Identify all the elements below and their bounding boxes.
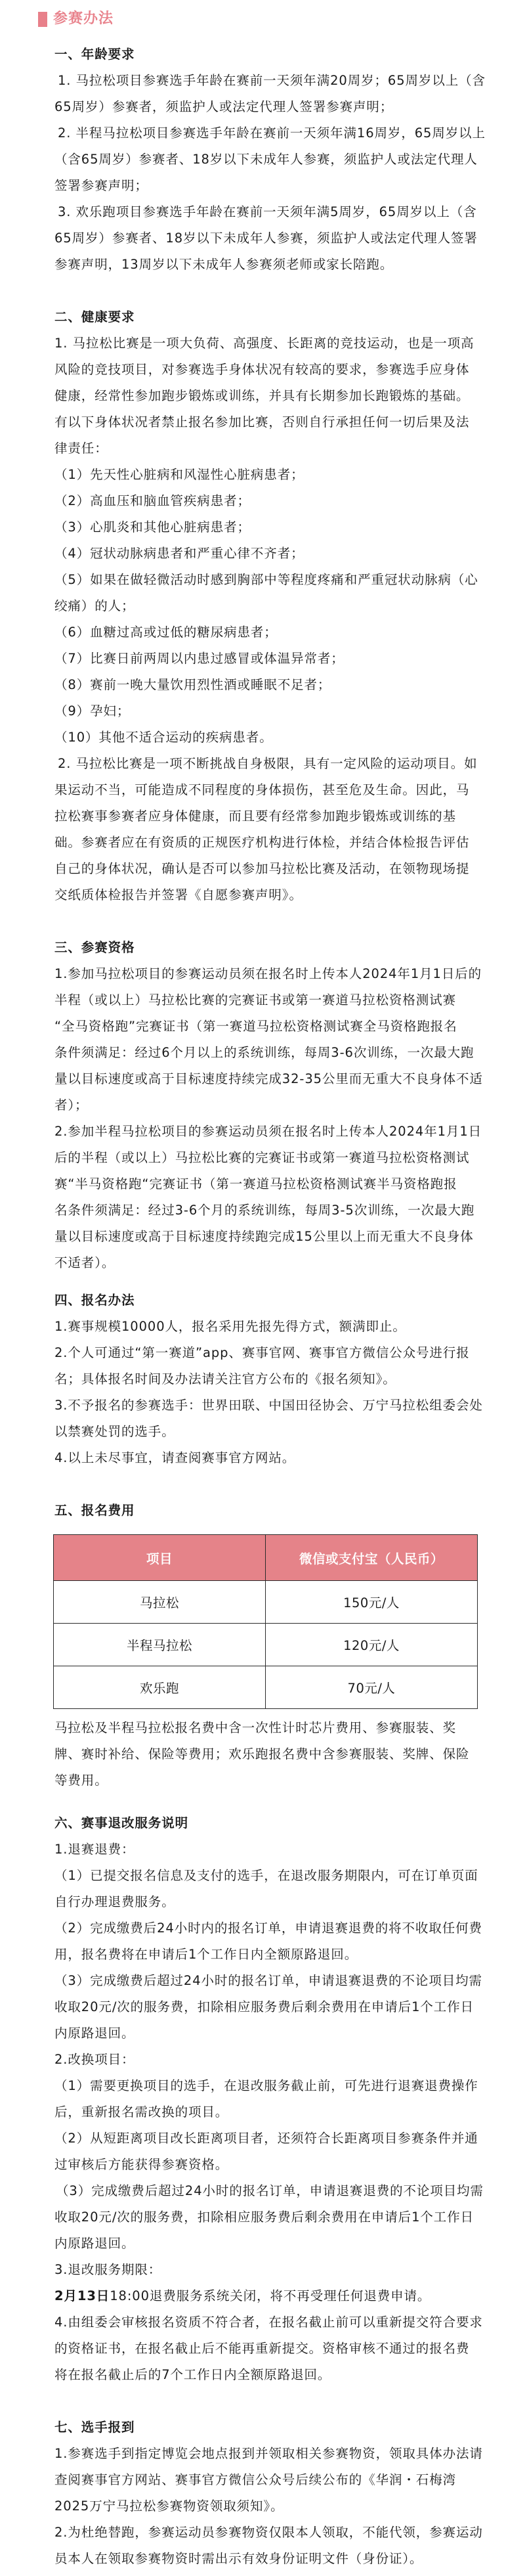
- section-registration-fees: [54, 1498, 480, 1524]
- paragraph-line: 2. 半程马拉松项目参赛选手年龄在赛前一天须年满16周岁，65周岁以上: [58, 125, 486, 141]
- table-row: [54, 1581, 478, 1624]
- spacer: [54, 278, 480, 304]
- paragraph-line: 2025万宁马拉松参赛物资领取须知》。: [54, 2498, 284, 2514]
- list-item: （5）如果在做轻微活动时感到胸部中等程度疼痛和严重冠状动脉病（心: [54, 572, 478, 587]
- page-title: 参赛办法: [53, 11, 114, 27]
- list-item: （1）需要更换项目的选手，在退改服务截止前，可先进行退赛退费操作: [54, 2078, 478, 2093]
- paragraph-line: 自己的身体状况，确认是否可以参加马拉松比赛及活动，在领物现场提: [54, 861, 470, 876]
- paragraph-line: 赛“半马资格跑“完赛证书（第一赛道马拉松资格测试赛半马资格跑报: [54, 1176, 457, 1191]
- paragraph-line: 马拉松及半程马拉松报名费中含一次性计时芯片费用、参赛服装、奖: [54, 1720, 457, 1735]
- paragraph-line: 3. 欢乐跑项目参赛选手年龄在赛前一天须年满5周岁，65周岁以上（含: [58, 204, 477, 219]
- paragraph-line: 1.参加马拉松项目的参赛运动员须在报名时上传本人2024年1月1日后的: [54, 966, 482, 981]
- spacer: [0, 1709, 525, 1715]
- column-header-price: 微信或支付宝（人民币）: [266, 1535, 478, 1581]
- paragraph-line: 参赛声明，13周岁以下未成年人参赛须老师或家长陪跑。: [54, 257, 394, 272]
- paragraph-line: 2. 马拉松比赛是一项不断挑战自身极限，具有一定风险的运动项目。如: [58, 756, 478, 771]
- paragraph-line: 1.赛事规模10000人，报名采用先报先得方式，额满即止。: [54, 1319, 406, 1334]
- cell-event: 欢乐跑: [54, 1666, 266, 1709]
- list-item: （8）赛前一晚大量饮用烈性酒或睡眠不足者；: [54, 677, 331, 692]
- deadline-line: [54, 2283, 480, 2309]
- paragraph-line: 1.参赛选手到指定博览会地点报到并领取相关参赛物资，领取具体办法请: [54, 2446, 483, 2461]
- paragraph-line: 者）；: [54, 1098, 89, 1113]
- paragraph-line: 4.由组委会审核报名资质不符合者，在报名截止前可以重新提交符合要求: [54, 2315, 483, 2330]
- section-eligibility: [54, 935, 483, 1276]
- paragraph-line: 交纸质体检报告并签署《自愿参赛声明》。: [54, 887, 303, 902]
- list-item: （3）完成缴费后超过24小时的报名订单，申请退赛退费的不论项目均需: [56, 2183, 484, 2198]
- list-item: （7）比赛日前两周以内患过感冒或体温异常者；: [54, 651, 345, 666]
- paragraph-line: 查阅赛事官方网站、赛事官方微信公众号后续公布的《华润・石梅湾: [54, 2472, 457, 2487]
- paragraph-line: 名条件须满足：经过3-6个月的系统训练，每周3-5次训练，一次最大跑: [54, 1203, 475, 1218]
- spacer: [54, 2388, 480, 2414]
- page-header: [0, 0, 525, 41]
- paragraph-line: 后的半程（或以上）马拉松比赛的完赛证书或第一赛道马拉松资格测试: [54, 1150, 470, 1165]
- paragraph-line: 础。参赛者应在有资质的正规医疗机构进行体检，并结合体检报告评估: [54, 835, 470, 850]
- list-item-continuation: 绞痛）的人；: [54, 598, 135, 613]
- fee-table: [53, 1534, 478, 1709]
- content-column: [54, 41, 486, 1524]
- section-age-requirements: [54, 41, 486, 278]
- paragraph-line: 条件须满足：经过6个月以上的系统训练，每周3-6次训练，一次最大跑: [54, 1045, 474, 1060]
- spacer: [54, 1471, 480, 1498]
- section-heading: 二、健康要求: [54, 309, 135, 324]
- paragraph-line: 过审核后方能获得参赛资格。: [54, 2157, 229, 2172]
- cell-price: 150元/人: [266, 1581, 478, 1624]
- list-item: （6）血糖过高或过低的糖尿病患者；: [54, 625, 278, 640]
- section-heading: 六、赛事退改服务说明: [54, 1815, 189, 1831]
- paragraph-line: 以禁赛处罚的选手。: [54, 1424, 175, 1439]
- list-item: （1）已提交报名信息及支付的选手，在退改服务期限内，可在订单页面: [54, 1868, 478, 1883]
- paragraph-line: 2.改换项目：: [54, 2052, 135, 2067]
- paragraph-line: 牌、赛时补给、保险等费用；欢乐跑报名费中含参赛服装、奖牌、保险: [54, 1746, 470, 1762]
- paragraph-line: 后，重新报名需改换的项目。: [54, 2104, 229, 2120]
- section-heading: 七、选手报到: [54, 2420, 135, 2435]
- spacer: [54, 1794, 480, 1810]
- content-column: [54, 1715, 484, 2572]
- spacer: [54, 1276, 480, 1287]
- paragraph-line: 有以下身体状况者禁止报名参加比赛，否则自行承担任何一切后果及法: [54, 414, 470, 430]
- paragraph-line: 收取20元/次的服务费，扣除相应服务费后剩余费用在申请后1个工作日: [54, 1999, 474, 2014]
- section-heading: 五、报名费用: [54, 1503, 135, 1518]
- paragraph-line: 1. 马拉松比赛是一项大负荷、高强度、长距离的竞技运动，也是一项高: [54, 336, 474, 351]
- cell-event: 半程马拉松: [54, 1624, 266, 1666]
- paragraph-line: 半程（或以上）马拉松比赛的完赛证书或第一赛道马拉松资格测试赛: [54, 992, 457, 1008]
- paragraph-line: 员本人在领取参赛物资时需出示有效身份证明文件（身份证）。: [54, 2551, 423, 2566]
- section-heading: 一、年龄要求: [54, 47, 135, 62]
- paragraph-line: 拉松赛事参赛者应身体健康，而且要有经常参加跑步锻炼或训练的基: [54, 809, 457, 824]
- paragraph-line: 2.参加半程马拉松项目的参赛运动员须在报名时上传本人2024年1月1日: [54, 1124, 482, 1139]
- paragraph-line: “全马资格跑”完赛证书（第一赛道马拉松资格测试赛全马资格跑报名: [54, 1019, 457, 1034]
- paragraph-line: 自行办理退费服务。: [54, 1894, 175, 1909]
- paragraph-line: 2.个人可通过“第一赛道”app、赛事官网、赛事官方微信公众号进行报: [54, 1345, 470, 1360]
- deadline-date: 2月13日: [54, 2288, 110, 2303]
- paragraph-line: 内原路退回。: [54, 2026, 135, 2041]
- paragraph-line: 3.不予报名的参赛选手：世界田联、中国田径协会、万宁马拉松组委会处: [54, 1398, 483, 1413]
- table-row: [54, 1624, 478, 1666]
- list-item: （9）孕妇；: [54, 703, 131, 719]
- accent-bar: [38, 12, 47, 27]
- paragraph-line: 内原路退回。: [54, 2236, 135, 2251]
- table-row: [54, 1666, 478, 1709]
- paragraph-line: 4.以上未尽事宜，请查阅赛事官方网站。: [54, 1450, 296, 1465]
- paragraph-line: 1.退赛退费：: [54, 1842, 135, 1857]
- paragraph-line: 果运动不当，可能造成不同程度的身体损伤，甚至危及生命。因此，马: [54, 782, 470, 797]
- spacer: [0, 1524, 525, 1534]
- list-item: （10）其他不适合运动的疾病患者。: [54, 730, 273, 745]
- paragraph-line: 收取20元/次的服务费，扣除相应服务费后剩余费用在申请后1个工作日: [54, 2210, 474, 2225]
- section-registration-method: [54, 1287, 483, 1471]
- section-athlete-check-in: [54, 2414, 483, 2572]
- list-item: （2）从短距离项目改长距离项目者，还须符合长距离项目参赛条件并通: [54, 2131, 478, 2146]
- section-heading: 三、参赛资格: [54, 940, 135, 955]
- list-item: （3）完成缴费后超过24小时的报名订单，申请退赛退费的不论项目均需: [54, 1973, 482, 1988]
- table-header-row: [54, 1535, 478, 1581]
- column-header-event: 项目: [54, 1535, 266, 1581]
- paragraph-line: 签署参赛声明；: [54, 178, 148, 193]
- paragraph-line: 65周岁）参赛者、18岁以下未成年人参赛，须监护人或法定代理人签署: [54, 231, 478, 246]
- section-refund-service: [54, 1810, 484, 2388]
- section-heading: 四、报名办法: [54, 1293, 135, 1308]
- paragraph-line: 不适者）。: [54, 1255, 116, 1270]
- cell-price: 70元/人: [266, 1666, 478, 1709]
- paragraph-line: 2.为杜绝替跑，参赛运动员参赛物资仅限本人领取，不能代领，参赛运动: [54, 2525, 483, 2540]
- paragraph-line: 风险的竞技项目，对参赛选手身体状况有较高的要求，参赛选手应身体: [54, 362, 470, 377]
- list-item: （4）冠状动脉病患者和严重心律不齐者；: [54, 546, 304, 561]
- deadline-text: 18:00退费服务系统关闭，将不再受理任何退费申请。: [110, 2288, 431, 2303]
- list-item: （2）完成缴费后24小时内的报名订单，申请退赛退费的将不收取任何费: [54, 1921, 482, 1936]
- paragraph-line: 65周岁）参赛者，须监护人或法定代理人签署参赛声明；: [54, 99, 394, 114]
- list-item: （3）心肌炎和其他心脏病患者；: [54, 520, 251, 535]
- paragraph-line: 律责任：: [54, 441, 108, 456]
- paragraph-line: 健康，经常性参加跑步锻炼或训练，并具有长期参加长跑锻炼的基础。: [54, 388, 470, 403]
- paragraph-line: 名；具体报名时间及办法请关注官方公布的《报名须知》。: [54, 1371, 396, 1387]
- spacer: [54, 908, 480, 935]
- paragraph-line: 量以目标速度或高于目标速度持续跑完成15公里以上而无重大不良身体: [54, 1229, 474, 1244]
- section-health-requirements: [54, 304, 480, 908]
- paragraph-line: 1. 马拉松项目参赛选手年龄在赛前一天须年满20周岁；65周岁以上（含: [58, 73, 486, 88]
- cell-event: 马拉松: [54, 1581, 266, 1624]
- paragraph-line: （含65周岁）参赛者、18岁以下未成年人参赛，须监护人或法定代理人: [54, 152, 478, 167]
- paragraph-line: 用，报名费将在申请后1个工作日内全额原路退回。: [54, 1947, 358, 1962]
- paragraph-line: 将在报名截止后的7个工作日内全额原路退回。: [54, 2367, 331, 2382]
- paragraph-line: 等费用。: [54, 1773, 108, 1788]
- paragraph-line: 3.退改服务期限：: [54, 2262, 162, 2277]
- cell-price: 120元/人: [266, 1624, 478, 1666]
- paragraph-line: 的资格证书，在报名截止后不能再重新提交。资格审核不通过的报名费: [54, 2341, 470, 2356]
- list-item: （1）先天性心脏病和风湿性心脏病患者；: [54, 467, 304, 482]
- fee-notes: [54, 1715, 480, 1794]
- list-item: （2）高血压和脑血管疾病患者；: [54, 493, 251, 508]
- paragraph-line: 量以目标速度或高于目标速度持续完成32-35公里而无重大不良身体不适: [54, 1071, 483, 1086]
